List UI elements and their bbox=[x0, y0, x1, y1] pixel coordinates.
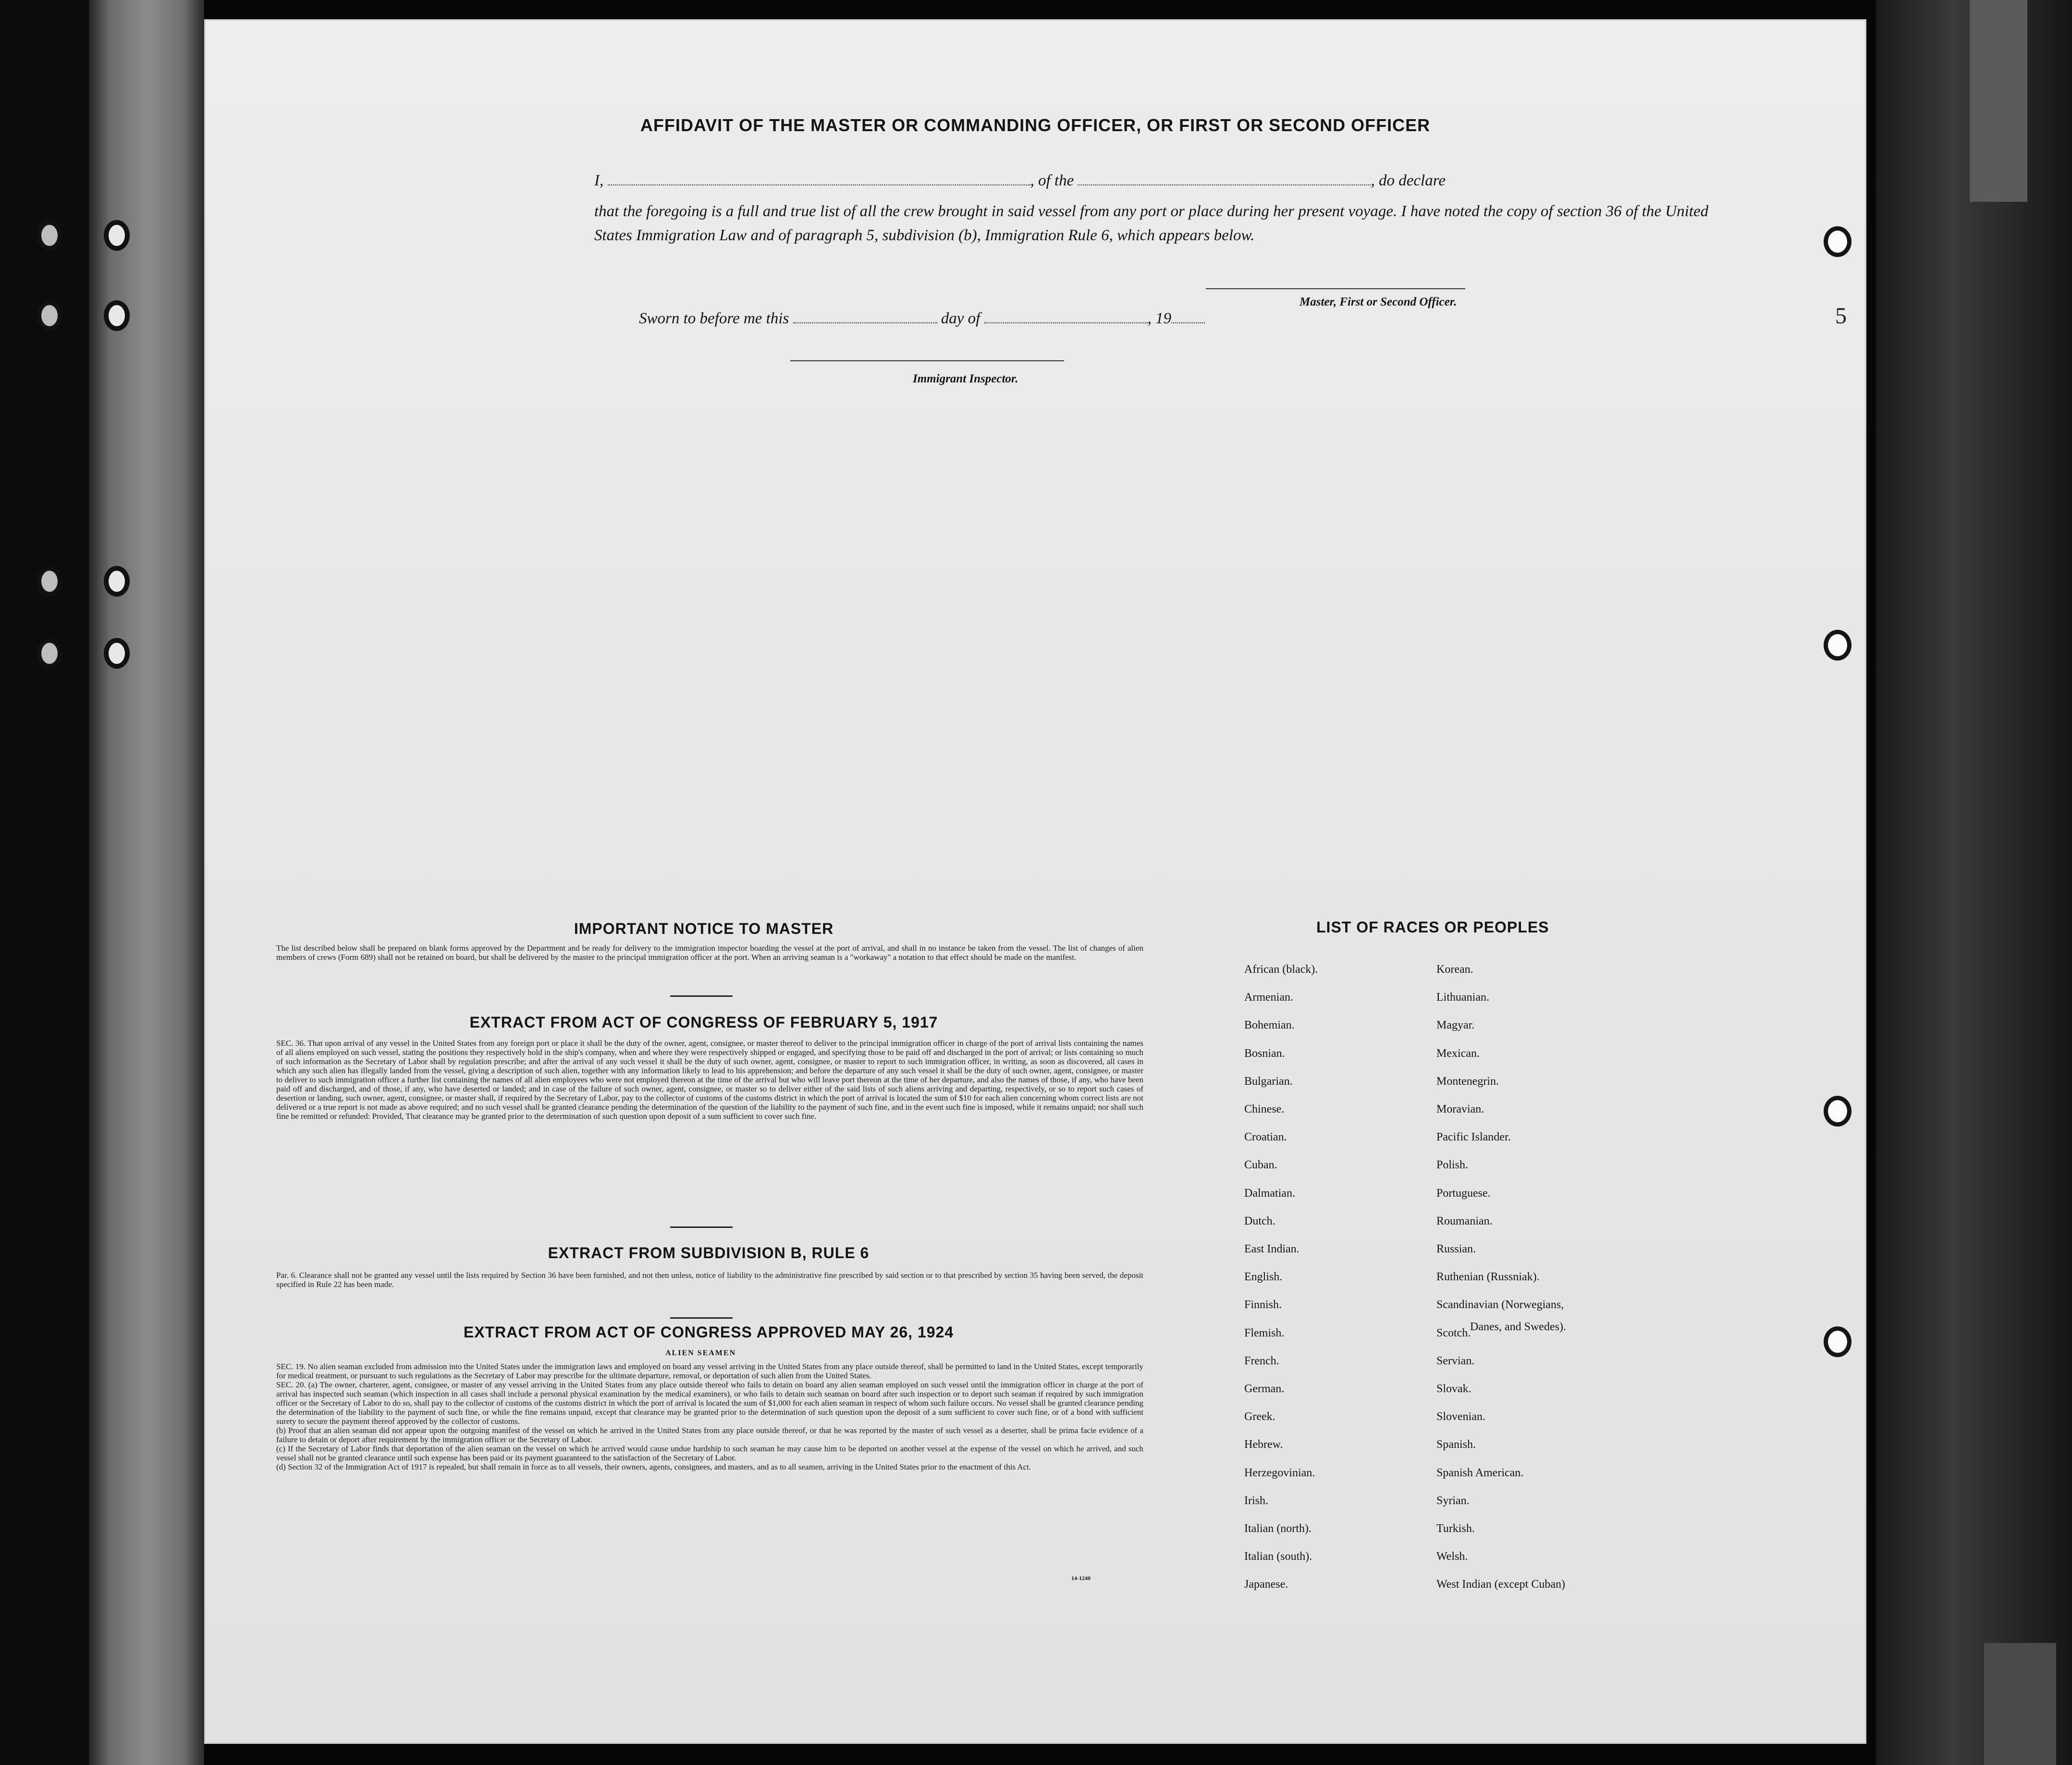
race-item: Bulgarian. bbox=[1244, 1075, 1293, 1088]
race-item: French. bbox=[1244, 1354, 1279, 1367]
extract-1917-text: SEC. 36. That upon arrival of any vessel in the United States from any foreign port or place it shall be the duty of the owner, agent, consignee, or master thereof to deliver to the principal immigration officer in charge of the port of arrival lists containing the names of all aliens employed on such vessel, stating the positions they respectively hold in the ship's company, when and where they were respectively shipped or engaged, and specifying those to be paid off and discharged in the port of arrival; or lists containing so much of such information as the Secretary of Labor shall by regulation prescribe; and after the arrival of any such vessel it shall be the duty of such owner, agent, consignee, or master to report to such immigration officer, in writing, as soon as discovered, all cases in which any such alien has illegally landed from the vessel, giving a description of such alien, together with any information likely to lead to his apprehension; and before the departure of any such vessel it shall be the duty of such owner, agent, consignee, or master to deliver to such immigration officer a further list containing the names of all alien employees who were not employed thereon at the time of the arrival but who will leave port thereon at the time of her departure, and also the names of those, if any, who have been paid off and discharged, and of those, if any, who have deserted or landed; and in case of the failure of such owner, agent, consignee, or master so to deliver either of the said lists of such aliens arriving and departing, respectively, or so to report such cases of desertion or landing, such owner, agent, consignee, or master shall, if required by the Secretary of Labor, pay to the collector of customs of the customs district in which the port of arrival is located the sum of $10 for each alien concerning whom correct lists are not delivered or a true report is not made as above required; and no such vessel shall be granted clearance pending the determination of the question of the liability to the payment of such fine, and in the event such fine is imposed, while it remains unpaid; nor shall such fine be remitted or refunded: Provided, That clearance may be granted prior to the determination of such question upon deposit of a sum sufficient to cover such fine. bbox=[276, 1039, 1143, 1121]
race-item: Bosnian. bbox=[1244, 1047, 1285, 1060]
alien-seamen-subtitle: ALIEN SEAMEN bbox=[665, 1349, 736, 1357]
day-blank[interactable] bbox=[793, 310, 937, 323]
do-declare-label: , do declare bbox=[1371, 172, 1446, 189]
sworn-line bbox=[639, 310, 1205, 328]
race-item: Armenian. bbox=[1244, 991, 1293, 1004]
race-item: Hebrew. bbox=[1244, 1438, 1283, 1451]
punch-hole bbox=[109, 643, 125, 664]
inspector-caption: Immigrant Inspector. bbox=[913, 372, 1018, 385]
race-item: Moravian. bbox=[1436, 1103, 1484, 1115]
vessel-blank[interactable] bbox=[1078, 172, 1371, 185]
race-item: Scandinavian (Norwegians, bbox=[1436, 1299, 1564, 1311]
inspector-signature-line[interactable] bbox=[790, 360, 1064, 361]
race-item: German. bbox=[1244, 1383, 1285, 1395]
extract-1917-title: EXTRACT FROM ACT OF CONGRESS OF FEBRUARY 5, 1917 bbox=[469, 1014, 938, 1031]
manifest-page bbox=[204, 19, 1866, 1744]
form-number: 14-1240 bbox=[1071, 1575, 1091, 1581]
race-item: East Indian. bbox=[1244, 1243, 1300, 1255]
race-item: Spanish American. bbox=[1436, 1466, 1524, 1479]
extract-1924-text: SEC. 19. No alien seaman excluded from admission into the United States under the immigration laws and employed on board any vessel arriving in the United States from any place outside thereof, shall be permitted to land in the United States, except temporarily for medical treatment, or pursuant to such regulations as the Secretary of Labor may prescribe for the ultimate departure, removal, or deportation of such alien from the United States. SEC. 20. (a) The owner, charterer, agent, consignee, or master of any vessel arriving in the United States from any place outside thereof who fails to detain on board any alien seaman employed on such vessel until the immigration officer in charge at the port of arrival has inspected such seaman (which inspection in all cases shall include a personal physical examination by the medical examiners), or who fails to detain such seaman on board after such inspection or to deport such seaman if required by such immigration officer or the Secretary of Labor to do so, shall pay to the collector of customs of the customs district in which the port of arrival is located the sum of $1,000 for each alien seaman in respect of whom such failure occurs. No vessel shall be granted clearance pending the determination of the liability to the payment of such fine, or while the fine remains unpaid, except that clearance may be granted prior to the determination of such question upon the deposit of a sum sufficient to cover such fine, or of a bond with sufficient surety to secure the payment thereof approved by the collector of customs. (b) Proof that an alien seaman did not appear upon the outgoing manifest of the vessel on which he arrived in the United States from any place outside thereof, or that he was reported by the master of such vessel as a deserter, shall be prima facie evidence of a failure to detain or deport after requirement by the immigration officer or the Secretary of Labor. (c) If the Secretary of Labor finds that deportation of the alien seaman on the vessel on which he arrived would cause undue hardship to such seaman he may cause him to be deported on another vessel at the expense of the vessel on which he arrived, and such vessel shall not be granted clearance until such expense has been paid or its payment guaranteed to the satisfaction of the Secretary of Labor. (d) Section 32 of the Immigration Act of 1917 is repealed, but shall remain in force as to all vessels, their owners, agents, consignees, and masters, and as to all seamen, arriving in the United States prior to the enactment of this Act. bbox=[276, 1362, 1143, 1471]
race-item: Magyar. bbox=[1436, 1019, 1475, 1032]
year-blank[interactable] bbox=[1171, 310, 1205, 323]
punch-hole bbox=[1828, 231, 1847, 253]
punch-hole bbox=[109, 225, 125, 246]
race-item: Dalmatian. bbox=[1244, 1187, 1295, 1200]
race-item: Bohemian. bbox=[1244, 1019, 1295, 1032]
affidavit-title: AFFIDAVIT OF THE MASTER OR COMMANDING OFFICER, OR FIRST OR SECOND OFFICER bbox=[640, 115, 1431, 135]
race-item: Mexican. bbox=[1436, 1047, 1480, 1060]
punch-hole bbox=[41, 643, 58, 664]
extract-rule6-title: EXTRACT FROM SUBDIVISION B, RULE 6 bbox=[548, 1244, 870, 1262]
right-page-edge bbox=[1876, 0, 2072, 1765]
race-item-continuation: Danes, and Swedes). bbox=[1470, 1321, 1566, 1333]
extract-1924-title: EXTRACT FROM ACT OF CONGRESS APPROVED MAY 26, 1924 bbox=[463, 1324, 954, 1341]
race-item: Russian. bbox=[1436, 1243, 1476, 1255]
race-item: Croatian. bbox=[1244, 1131, 1287, 1144]
race-item: West Indian (except Cuban) bbox=[1436, 1578, 1565, 1591]
right-tab bbox=[1984, 1643, 2056, 1765]
race-item: Polish. bbox=[1436, 1159, 1469, 1172]
year-prefix: , 19 bbox=[1147, 310, 1172, 327]
race-item: Portuguese. bbox=[1436, 1187, 1491, 1200]
race-item: Slovak. bbox=[1436, 1383, 1471, 1395]
race-item: Slovenian. bbox=[1436, 1410, 1485, 1423]
race-item: Montenegrin. bbox=[1436, 1075, 1499, 1088]
punch-hole bbox=[109, 571, 125, 592]
race-item: Chinese. bbox=[1244, 1103, 1285, 1115]
race-item: Cuban. bbox=[1244, 1159, 1277, 1172]
race-item: Roumanian. bbox=[1436, 1214, 1493, 1227]
punch-hole bbox=[1828, 1331, 1847, 1353]
punch-hole bbox=[41, 305, 58, 326]
race-item: Pacific Islander. bbox=[1436, 1131, 1511, 1144]
race-item: African (black). bbox=[1244, 963, 1318, 976]
month-blank[interactable] bbox=[984, 310, 1148, 323]
divider bbox=[670, 1317, 733, 1319]
punch-hole bbox=[1828, 1100, 1847, 1122]
margin-mark: 5 bbox=[1835, 303, 1847, 329]
race-item: Syrian. bbox=[1436, 1494, 1470, 1507]
race-item: Italian (south). bbox=[1244, 1550, 1312, 1563]
race-item: Finnish. bbox=[1244, 1299, 1282, 1311]
race-item: Lithuanian. bbox=[1436, 991, 1489, 1004]
divider bbox=[670, 1226, 733, 1228]
race-item: Dutch. bbox=[1244, 1214, 1275, 1227]
i-label: I, bbox=[594, 172, 604, 189]
punch-hole bbox=[1828, 634, 1847, 656]
right-tab bbox=[1970, 0, 2027, 202]
name-blank[interactable] bbox=[608, 172, 1030, 185]
race-item: Irish. bbox=[1244, 1494, 1268, 1507]
race-item: Flemish. bbox=[1244, 1326, 1285, 1339]
master-signature-line[interactable] bbox=[1206, 288, 1465, 289]
race-item: Spanish. bbox=[1436, 1438, 1476, 1451]
race-item: Scotch. bbox=[1436, 1326, 1471, 1339]
punch-hole bbox=[41, 225, 58, 246]
race-item: Greek. bbox=[1244, 1410, 1275, 1423]
punch-hole bbox=[41, 571, 58, 592]
notice-text: The list described below shall be prepared on blank forms approved by the Department and be ready for delivery to the immigration inspector boarding the vessel at the port of arrival, and shall in no instance be taken from the vessel. The list of changes of alien members of crews (Form 689) shall not be retained on board, but shall be delivered by the master to the principal immigration officer at the port. When an arriving seaman is a "workaway" a notation to that effect should be made on the manifest. bbox=[276, 944, 1143, 962]
race-item: Ruthenian (Russniak). bbox=[1436, 1271, 1540, 1284]
punch-hole bbox=[109, 305, 125, 326]
race-item: Japanese. bbox=[1244, 1578, 1288, 1591]
sworn-label: Sworn to before me this bbox=[639, 310, 789, 327]
races-title: LIST OF RACES OR PEOPLES bbox=[1316, 919, 1549, 936]
extract-rule6-text: Par. 6. Clearance shall not be granted any vessel until the lists required by Section 36 have been furnished, and not then unless, notice of liability to the administrative fine prescribed by said section or to that prescribed by section 35 having been served, the deposit specified in Rule 22 has been made. bbox=[276, 1271, 1143, 1289]
affidavit-body: that the foregoing is a full and true list of all the crew brought in said vessel from any port or place during her present voyage. I have noted the copy of section 36 of the United States Immigration Law and of paragraph 5, subdivision (b), Immigration Rule 6, which appears below. bbox=[594, 203, 1709, 244]
race-item: English. bbox=[1244, 1271, 1283, 1284]
race-item: Servian. bbox=[1436, 1354, 1475, 1367]
binder-background bbox=[0, 0, 89, 1765]
race-item: Herzegovinian. bbox=[1244, 1466, 1315, 1479]
affidavit-declaration-line bbox=[594, 172, 1446, 190]
day-of-label: day of bbox=[941, 310, 981, 327]
race-item: Korean. bbox=[1436, 963, 1473, 976]
master-caption: Master, First or Second Officer. bbox=[1300, 295, 1457, 308]
race-item: Italian (north). bbox=[1244, 1522, 1312, 1535]
race-item: Turkish. bbox=[1436, 1522, 1475, 1535]
divider bbox=[670, 995, 733, 997]
race-item: Welsh. bbox=[1436, 1550, 1468, 1563]
binding-strip bbox=[89, 0, 204, 1765]
notice-title: IMPORTANT NOTICE TO MASTER bbox=[574, 920, 834, 937]
of-the-label: , of the bbox=[1030, 172, 1074, 189]
